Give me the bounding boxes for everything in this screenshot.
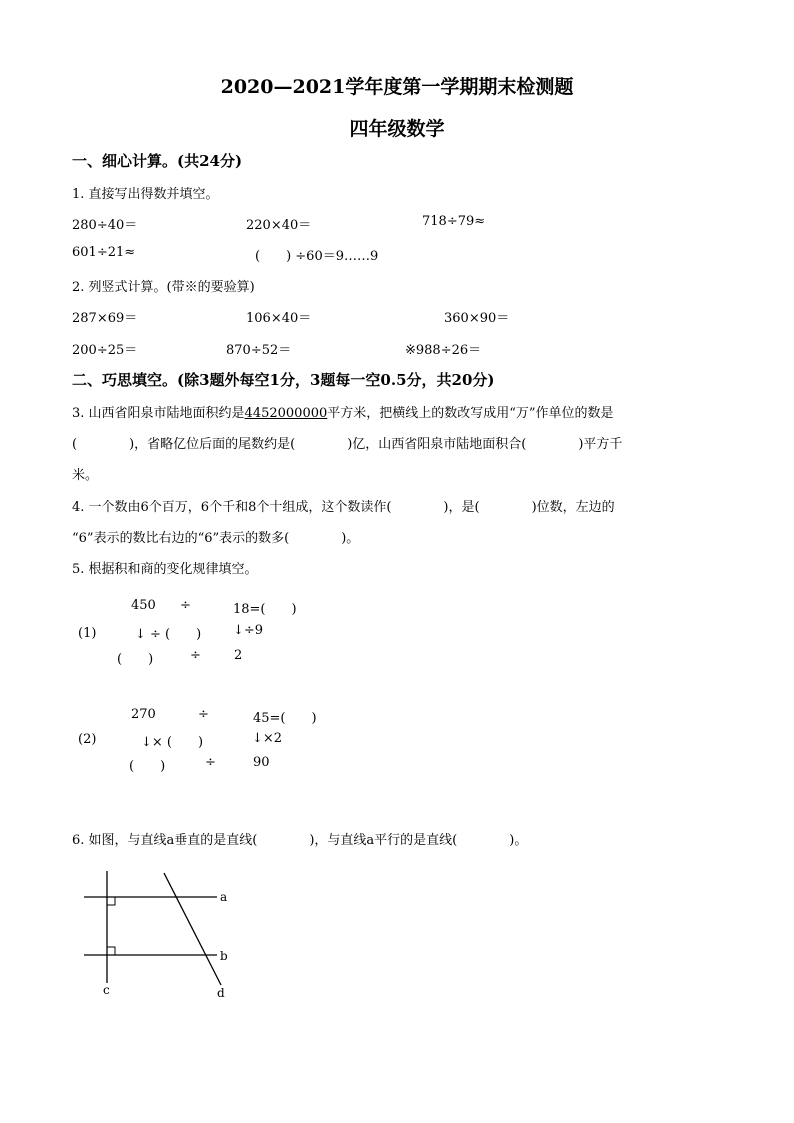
calc-item: 220×40＝ (246, 218, 312, 233)
label-b: b (220, 949, 228, 963)
label-d: d (217, 986, 225, 1000)
question-5-prompt: 5. 根据积和商的变化规律填空。 (72, 562, 258, 577)
q5-part1-row3-b: 2 (234, 648, 243, 663)
vertical-calc-item: 360×90＝ (444, 311, 510, 326)
calc-item: 601÷21≈ (72, 245, 136, 260)
q5-part2-label: (2) (78, 732, 97, 747)
question-2-prompt: 2. 列竖式计算。(带※的要验算) (72, 280, 255, 295)
vertical-calc-item: 200÷25＝ (72, 343, 138, 358)
q5-part1-row1-op: ÷ (180, 598, 191, 613)
calc-item: 718÷79≈ (422, 214, 486, 229)
q5-part2-row2-b: ↓×2 (252, 731, 283, 746)
underlined-number: 4452000000 (244, 406, 328, 421)
q5-part2-row3-a: ( ) (129, 759, 166, 774)
page-title: 2020—2021学年度第一学期期末检测题 (220, 76, 574, 98)
line-d (164, 873, 221, 985)
q5-part1-row2-a: ↓ ÷ ( ) (135, 627, 202, 642)
question-3-line-2: ( )，省略亿位后面的尾数约是( )亿，山西省阳泉市陆地面积合( )平方千 (72, 437, 623, 452)
q5-part2-row3-op: ÷ (205, 755, 216, 770)
q5-part2-row3-b: 90 (253, 755, 270, 770)
label-a: a (220, 890, 228, 904)
q5-part1-row2-b: ↓÷9 (233, 623, 264, 638)
vertical-calc-item: 106×40＝ (246, 311, 312, 326)
section-heading-2: 二、巧思填空。(除3题外每空1分，3题每一空0.5分，共20分) (72, 371, 495, 389)
q5-part2-row1-op: ÷ (198, 707, 209, 722)
question-4-line-1: 4. 一个数由6个百万，6个千和8个十组成，这个数读作( )，是( )位数，左边的 (72, 500, 615, 515)
q5-part2-row1-a: 270 (131, 707, 156, 722)
vertical-calc-item: 870÷52＝ (226, 343, 292, 358)
question-3-pre: 3. 山西省阳泉市陆地面积约是 (72, 406, 245, 421)
q5-part1-row3-op: ÷ (190, 648, 201, 663)
q5-part2-row1-b: 45=( ) (253, 711, 317, 726)
page-subtitle: 四年级数学 (349, 118, 445, 140)
section-heading-1: 一、细心计算。(共24分) (72, 152, 243, 170)
q5-part1-row3-a: ( ) (117, 652, 154, 667)
question-1-prompt: 1. 直接写出得数并填空。 (72, 187, 219, 202)
calc-item: 280÷40＝ (72, 218, 138, 233)
calc-item: ( ) ÷60＝9……9 (255, 249, 379, 264)
vertical-calc-item: 287×69＝ (72, 311, 138, 326)
right-angle-mark (107, 947, 115, 955)
question-3-post: 平方米，把横线上的数改写成用“万”作单位的数是 (327, 406, 614, 421)
q5-part1-row1-a: 450 (131, 598, 156, 613)
q5-part1-row1-b: 18=( ) (233, 602, 297, 617)
q5-part2-row2-a: ↓× ( ) (141, 735, 204, 750)
question-4-line-2: “6”表示的数比右边的“6”表示的数多( )。 (72, 531, 360, 546)
label-c: c (103, 983, 110, 997)
q5-part1-label: (1) (78, 626, 97, 641)
vertical-calc-item: ※988÷26＝ (405, 343, 482, 358)
question-6-text: 6. 如图，与直线a垂直的是直线( )，与直线a平行的是直线( )。 (72, 833, 528, 848)
right-angle-mark (107, 897, 115, 905)
question-3-line-3: 米。 (72, 468, 99, 483)
